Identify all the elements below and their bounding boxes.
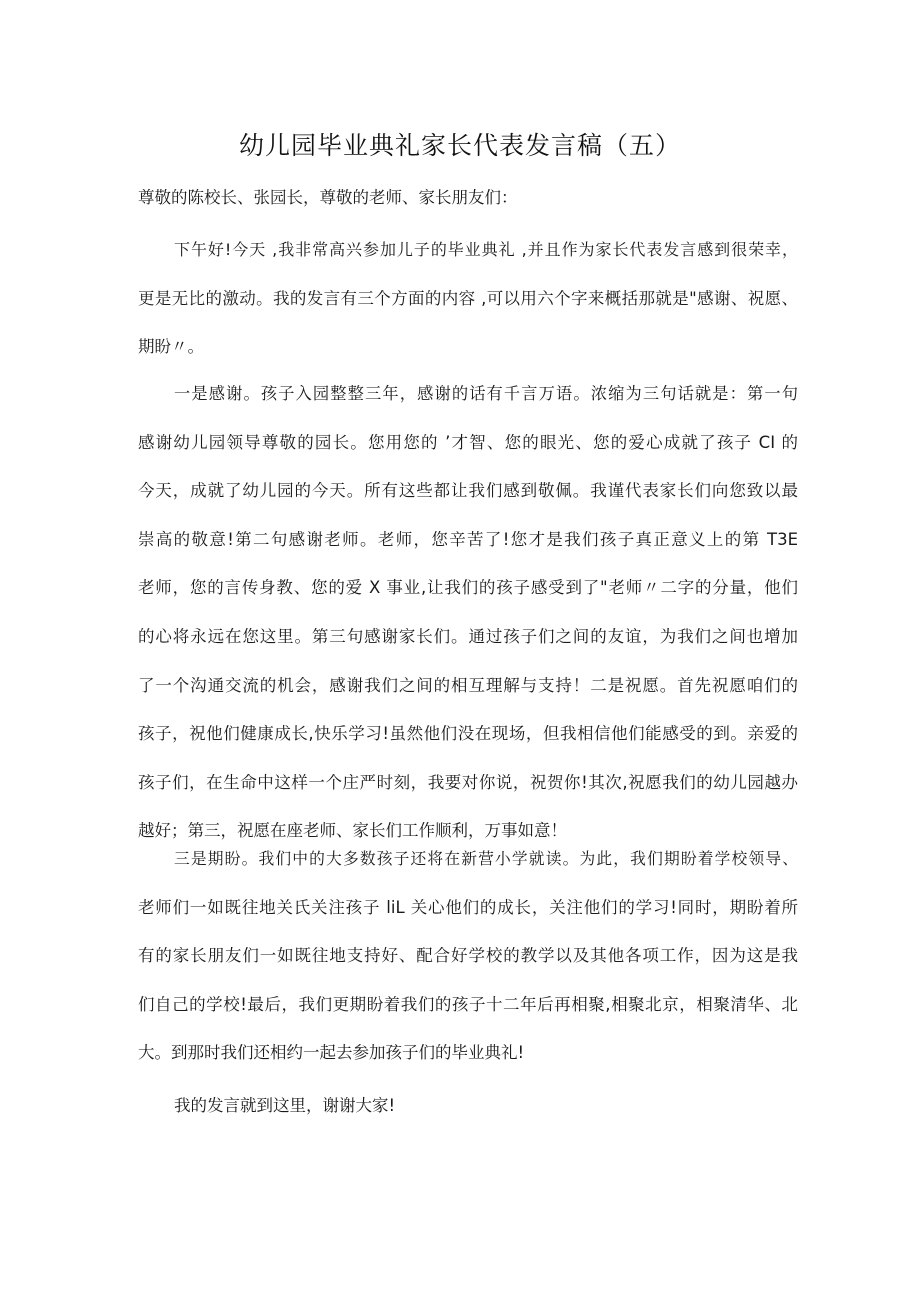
paragraph-line: 一是感谢。孩子入园整整三年，感谢的话有千言万语。浓缩为三句话就是：第一句 <box>174 384 798 403</box>
paragraph-line: 有的家长朋友们一如既往地支持好、配合好学校的教学以及其他各项工作，因为这是我 <box>138 946 798 966</box>
paragraph-line: 老师们一如既往地关氏关注孩子 liL 关心他们的成长，关注他们的学习!同时，期盼着所 <box>138 897 798 917</box>
paragraph-line: 更是无比的激动。我的发言有三个方面的内容 ,可以用六个字来概括那就是"感谢、祝愿、 <box>138 288 798 308</box>
closing-line: 我的发言就到这里，谢谢大家! <box>174 1096 396 1115</box>
paragraph-line: 孩子，祝他们健康成长,快乐学习!虽然他们没在现场，但我相信他们能感受的到。亲爱的 <box>138 724 798 744</box>
document-title: 幼儿园毕业典礼家长代表发言稿（五） <box>238 131 681 160</box>
paragraph-line: 老师，您的言传身教、您的爱 X 事业,让我们的孩子感受到了"老师〃二字的分量，他们 <box>138 578 798 598</box>
paragraph-line: 了一个沟通交流的机会，感谢我们之间的相互理解与支持！二是祝愿。首先祝愿咱们的 <box>138 675 798 695</box>
salutation-line: 尊敬的陈校长、张园长，尊敬的老师、家长朋友们： <box>138 188 518 207</box>
paragraph-line: 的心将永远在您这里。第三句感谢家长们。通过孩子们之间的友谊，为我们之间也增加 <box>138 626 798 646</box>
paragraph-greeting <box>138 226 798 372</box>
paragraph-thanks <box>138 370 798 856</box>
paragraph-line: 今天，成就了幼儿园的今天。所有这些都让我们感到敬佩。我谨代表家长们向您致以最 <box>138 481 798 501</box>
paragraph-line: 孩子们，在生命中这样一个庄严时刻，我要对你说，祝贺你!其次,祝愿我们的幼儿园越办 <box>138 772 798 792</box>
paragraph-line: 崇高的敬意!第二句感谢老师。老师，您辛苦了!您才是我们孩子真正意义上的第 T3E <box>138 529 798 549</box>
paragraph-line: 期盼〃。 <box>138 337 204 357</box>
paragraph-line: 下午好!今天 ,我非常高兴参加儿子的毕业典礼 ,并且作为家长代表发言感到很荣幸， <box>174 240 798 259</box>
paragraph-line: 三是期盼。我们中的大多数孩子还将在新营小学就读。为此，我们期盼着学校领导、 <box>174 849 798 868</box>
paragraph-line: 们自己的学校!最后，我们更期盼着我们的孩子十二年后再相聚,相聚北京，相聚清华、北 <box>138 994 798 1014</box>
paragraph-line: 感谢幼儿园领导尊敬的园长。您用您的 ’才智、您的眼光、您的爱心成就了孩子 CI 的 <box>138 432 798 452</box>
paragraph-line: 越好；第三，祝愿在座老师、家长们工作顺利，万事如意！ <box>138 821 567 841</box>
paragraph-line: 大。到那时我们还相约一起去参加孩子们的毕业典礼! <box>138 1043 525 1063</box>
paragraph-hopes <box>138 835 798 1078</box>
